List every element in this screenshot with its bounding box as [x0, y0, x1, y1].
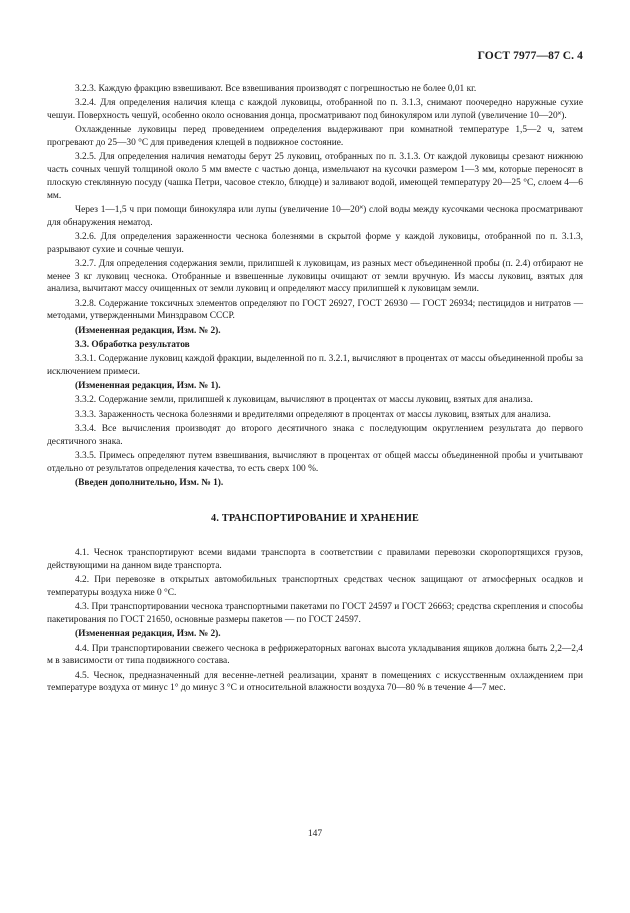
section-4-block	[47, 547, 583, 695]
bold-note: (Введен дополнительно, Изм. № 1).	[75, 477, 224, 488]
paragraph: Через 1—1,5 ч при помощи бинокуляра или лупы (увеличение 10—20˟) слой воды между кусочками чеснока просматривают для обнаружения нематод.	[47, 204, 583, 228]
paragraph: 4.3. При транспортировании чеснока транспортными пакетами по ГОСТ 24597 и ГОСТ 26663; средства скрепления и способы пакетирования по ГОСТ 21650, основные размеры пакетов — по ГОСТ 24597.	[47, 602, 583, 625]
paragraph: 3.2.3. Каждую фракцию взвешивают. Все взвешивания производят с погрешностью не более 0,01 кг.	[75, 84, 477, 94]
paragraph: 4.1. Чеснок транспортируют всеми видами транспорта в соответствии с правилами перевозки скоропортящихся грузов, действующими на данном виде транспорта.	[47, 548, 583, 571]
paragraph: 4.4. При транспортировании свежего чеснока в рефрижераторных вагонах высота укладывания ящиков должна быть 2,2—2,4 м в зависимости от типа подвижного состава.	[47, 643, 583, 667]
document-body	[47, 83, 583, 695]
page-header: ГОСТ 7977—87 С. 4	[477, 50, 583, 62]
paragraph: Охлажденные луковицы перед проведением определения выдерживают при комнатной температуре 1,5—2 ч, затем прогревают до 25—30 °С для приведения клещей в подвижное состояние.	[47, 125, 583, 148]
section-title: 4. ТРАНСПОРТИРОВАНИЕ И ХРАНЕНИЕ	[211, 512, 419, 524]
section-3-block	[47, 83, 583, 490]
bold-note: (Измененная редакция, Изм. № 1).	[75, 381, 221, 391]
paragraph: 3.2.7. Для определения содержания земли, прилипшей к луковицам, из разных мест объединенной пробы (п. 2.4) отбирают не менее 3 кг луковиц чеснока. Отобранные и взвешенные луковицы очищают от земли вручную. Из массы луковиц, взятых для анализа, вычитают массу очищенных от земли луковиц и определяют массу прилипшей к луковицам земли.	[47, 258, 583, 295]
paragraph: 3.2.6. Для определения зараженности чеснока болезнями в скрытой форме у каждой луковицы, отобранной по п. 3.1.3, разрывают сухие и сочные чешуи.	[47, 231, 583, 255]
paragraph: 4.5. Чеснок, предназначенный для весенне-летней реализации, хранят в помещениях с искусственным охлаждением при температуре воздуха от минус 1° до минус 3 °С и относительной влажности воздуха 70—80 % в течение 4—7 мес.	[47, 670, 583, 694]
page-number: 147	[307, 829, 323, 839]
bold-note: 3.3. Обработка результатов	[75, 339, 190, 350]
paragraph: 4.2. При перевозке в открытых автомобильных транспортных средствах чеснок защищают от атмосферных осадков и температуры воздуха ниже 0 °С.	[47, 575, 583, 598]
paragraph: 3.3.2. Содержание земли, прилипшей к луковицам, вычисляют в процентах от массы луковиц, взятых для анализа.	[75, 395, 533, 406]
paragraph: 3.3.4. Все вычисления производят до второго десятичного знака с последующим округлением результата до первого десятичного знака.	[47, 423, 583, 447]
paragraph: 3.3.1. Содержание луковиц каждой фракции, выделенной по п. 3.2.1, вычисляют в процентах от массы объединенной пробы за исключением примеси.	[47, 354, 583, 377]
paragraph: 3.2.5. Для определения наличия нематоды берут 25 луковиц, отобранных по п. 3.1.3. От каждой луковицы срезают нижнюю часть сочных чешуй толщиной около 5 мм вместе с частью донца, измельчают на кусочки размером 1—3 мм, которые переносят в плоскую стеклянную посуду (чашка Петри, часовое стекло, блюдце) и заливают водой, имеющей температуру 20—25 °С, слоем 4—6 мм.	[47, 152, 583, 201]
paragraph: 3.2.8. Содержание токсичных элементов определяют по ГОСТ 26927, ГОСТ 26930 — ГОСТ 26934; пестицидов и нитратов — методами, утвержденными Минздравом СССР.	[47, 298, 583, 322]
bold-note: (Измененная редакция, Изм. № 2).	[75, 325, 221, 336]
paragraph: 3.3.5. Примесь определяют путем взвешивания, вычисляют в процентах от общей массы объединенной пробы и учитывают отдельно от результатов определения качества, то есть сверх 100 %.	[47, 450, 583, 474]
paragraph: 3.3.3. Зараженность чеснока болезнями и вредителями определяют в процентах от массы луковиц, взятых для анализа.	[75, 409, 551, 420]
paragraph: 3.2.4. Для определения наличия клеща с каждой луковицы, отобранной по п. 3.1.3, снимают поочередно наружные сухие чешуи. Поверхность чешуй, особенно около основания донца, просматривают под бинокуляром или лупой (увеличение 10—20˟).	[47, 98, 583, 121]
bold-note: (Измененная редакция, Изм. № 2).	[75, 629, 221, 640]
